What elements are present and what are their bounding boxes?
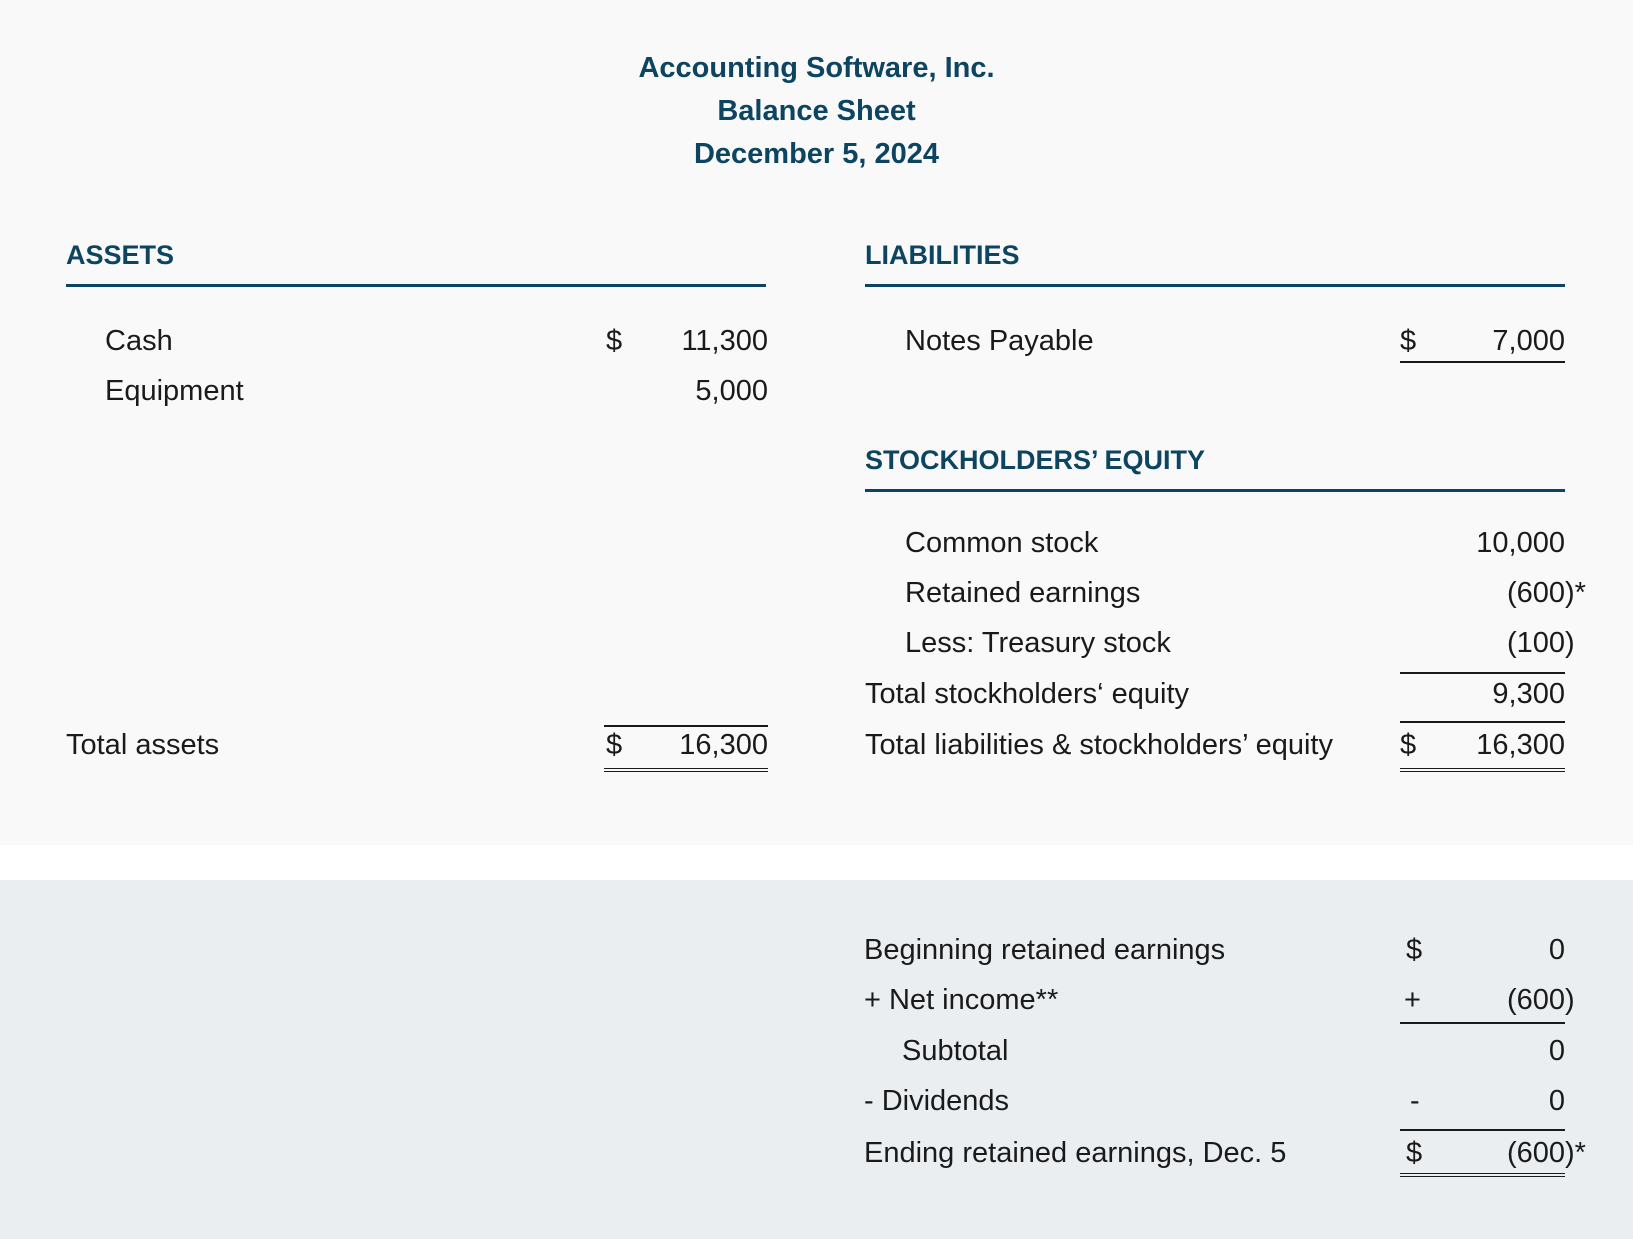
equity-amount-treasury-stock: (100 ) [1506,627,1575,659]
re-label-subtotal: Subtotal [902,1035,1009,1067]
re-sign-beginning: $ [1406,934,1423,966]
equity-heading-rule [865,489,1565,492]
re-sign-dividends: - [1410,1085,1420,1117]
total-liabilities-equity-double-rule [1400,768,1565,772]
total-equity-amount: 9,300 [1492,678,1565,710]
equity-amount-common-stock: 10,000 [1476,527,1565,559]
report-date: December 5, 2024 [693,138,940,170]
liabilities-heading: LIABILITIES [865,240,1020,270]
total-liabilities-equity-label: Total liabilities & stockholders’ equity [865,729,1333,761]
re-amount-dividends: 0 [1548,1085,1565,1117]
re-label-dividends: - Dividends [864,1085,1010,1117]
total-equity-label: Total stockholders‘ equity [865,678,1189,710]
report-title: Balance Sheet [717,95,916,127]
liability-label-notes-payable: Notes Payable [905,325,1094,357]
dividends-rule [1400,1129,1565,1131]
ending-re-double-rule [1400,1173,1565,1177]
equity-amount-retained-earnings: (600 )* [1506,577,1586,609]
equity-label-retained-earnings: Retained earnings [905,577,1141,609]
total-liabilities-equity-amount: 16,300 [1476,729,1565,761]
asset-amount-cash: 11,300 [681,325,768,357]
total-liabilities-equity-currency: $ [1400,729,1417,761]
total-assets-top-rule [604,725,768,727]
equity-label-treasury-stock: Less: Treasury stock [905,627,1171,659]
liability-currency-notes-payable: $ [1400,325,1417,357]
re-sign-ending: $ [1406,1137,1423,1169]
liabilities-heading-rule [865,284,1565,287]
company-name: Accounting Software, Inc. [638,52,995,84]
re-amount-beginning: 0 [1548,934,1565,966]
re-amount-ending: (600 )* [1506,1137,1586,1169]
equity-heading: STOCKHOLDERS’ EQUITY [865,445,1206,475]
total-assets-double-rule [604,768,768,772]
retained-earnings-panel [0,880,1633,1239]
notes-payable-rule [1400,361,1565,363]
total-assets-currency: $ [606,729,623,761]
treasury-stock-rule [1400,672,1565,674]
asset-amount-equipment: 5,000 [695,375,768,407]
equity-label-common-stock: Common stock [905,527,1099,559]
asset-currency-cash: $ [606,325,623,357]
re-label-ending: Ending retained earnings, Dec. 5 [864,1137,1287,1169]
re-label-net-income: + Net income** [864,984,1059,1016]
re-sign-net-income: + [1404,984,1421,1016]
net-income-rule [1400,1022,1565,1024]
re-label-beginning: Beginning retained earnings [864,934,1226,966]
re-amount-subtotal: 0 [1548,1035,1565,1067]
assets-heading: ASSETS [66,240,175,270]
total-assets-amount: 16,300 [679,729,768,761]
asset-label-equipment: Equipment [105,375,244,407]
asset-label-cash: Cash [105,325,173,357]
liability-amount-notes-payable: 7,000 [1492,325,1565,357]
assets-heading-rule [66,284,766,287]
re-amount-net-income: (600 ) [1506,984,1575,1016]
total-equity-rule [1400,721,1565,723]
total-assets-label: Total assets [66,729,220,761]
